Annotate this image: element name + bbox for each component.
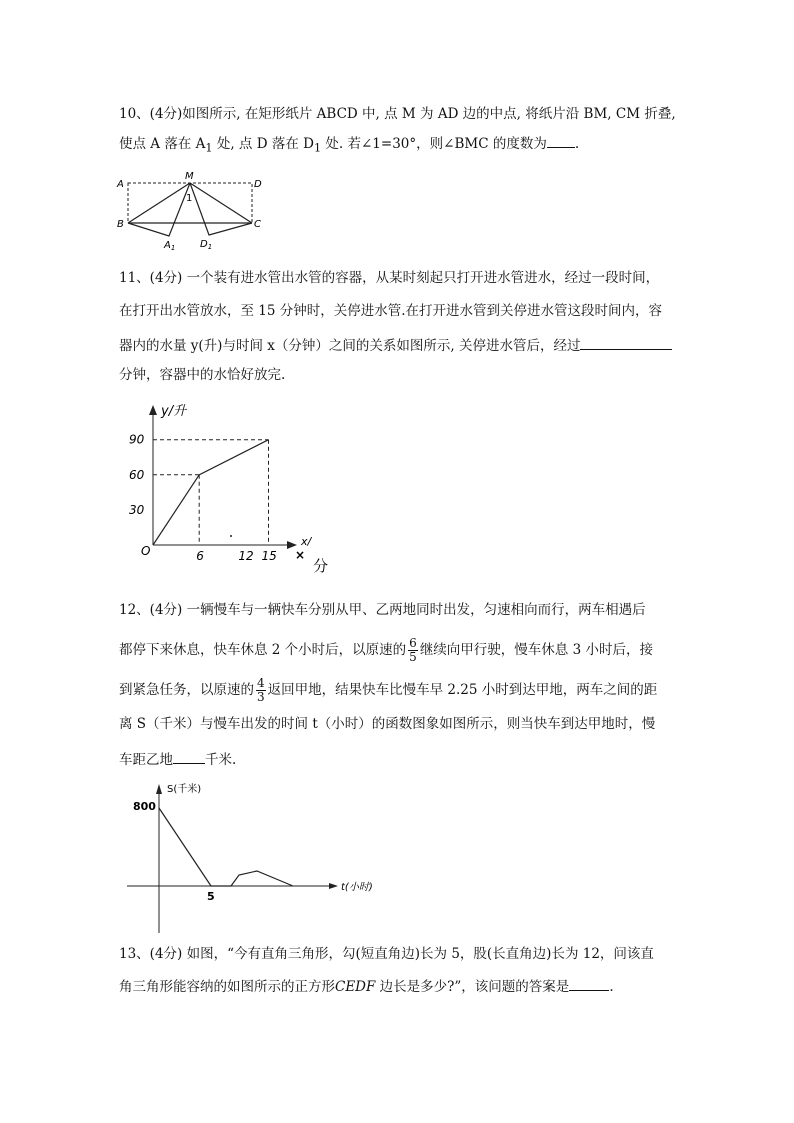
y-axis-arrow [149,405,157,415]
q12-chart [125,778,395,936]
q10-sub: 1 [205,141,213,155]
answer-blank [580,335,672,350]
fraction-4-3 [256,677,266,704]
q10-sub: 1 [313,141,322,155]
y-value-800: 800 [133,800,156,813]
q11-line-1: 11、(4分) 一个装有进水管出水管的容器，从某时刻起只打开进水管进水，经过一段时间， [119,270,660,286]
fraction-6-5 [408,637,418,664]
q10-text: . [574,136,580,152]
q10-figure [114,168,274,254]
q11-line-2: 在打开出水管放水，至 15 分钟时，关停进水管.在打开进水管到关停进水管这段时间内，容 [119,303,663,319]
segment-cm [190,183,252,223]
q12-line-2 [119,637,653,664]
fraction-denominator: 5 [409,650,417,664]
y-tick-label: 90 [129,432,145,447]
q12-text: 继续向甲行驶，慢车休息 3 小时后，接 [419,642,653,658]
q11-line-4: 分钟，容器中的水恰好放完. [119,367,286,383]
label-angle-1: 1 [186,193,193,204]
answer-blank [173,749,205,764]
fraction-numerator: 6 [409,636,417,650]
y-axis-label: y/升 [161,404,187,419]
x-axis-unit: 分 [313,557,329,575]
q11-chart [125,395,340,580]
fraction-numerator: 4 [257,676,265,690]
q12-text: 车距乙地 [119,752,173,768]
q13-text: 角三角形能容纳的如图所示的正方形 [119,979,335,995]
distance-curve [159,808,293,886]
fraction-denominator: 3 [257,690,265,704]
q10-text: 处, 点 D 落在 D [212,136,314,152]
label-a: A [117,179,124,190]
x-tick-label: 12 [238,549,254,563]
x-tick-5: 5 [207,890,215,903]
answer-blank [569,976,609,991]
q13-line-2 [119,976,614,997]
stray-dot [230,535,232,537]
q12-line-4: 离 S（千米）与慢车出发的时间 t（小时）的函数图象如图所示，则当快车到达甲地时，慢 [119,716,656,732]
q10-line-2 [119,133,579,159]
label-b: B [117,219,124,230]
q12-line-5 [119,749,236,770]
y-axis-arrow [156,784,162,794]
q11-text: 器内的水量 y(升)与时间 x（分钟）之间的关系如图所示, 关停进水管后，经过 [119,338,581,354]
q11-line-3 [119,335,672,356]
y-axis-label: S(千米) [167,784,202,795]
x-axis-mark: × [295,548,306,562]
q12-line-3 [119,677,657,704]
q10-line-1: 10、(4分)如图所示, 在矩形纸片 ABCD 中, 点 M 为 AD 边的中点, 将纸片沿 BM, CM 折叠, [119,106,676,122]
q12-text: 返回甲地，结果快车比慢车早 2.25 小时到达甲地，两车之间的距 [267,682,658,698]
x-axis-label: t(小时) [341,882,373,893]
q13-line-1: 13、(4分) 如图，“今有直角三角形，勾(短直角边)长为 5，股(长直角边)长为 12，问该直 [119,946,654,962]
label-a1: $A_1$ [164,240,176,252]
x-axis-label: x/ [301,535,312,548]
triangle-cd1m [190,183,252,235]
q13-text: 边长是多少?”，该问题的答案是 [375,979,570,995]
label-m: M [185,171,194,182]
x-tick-label: 15 [261,549,277,563]
x-tick-label: 6 [196,549,204,563]
q10-text: 使点 A 落在 A [119,136,206,152]
answer-blank [547,133,575,148]
y-tick-label: 30 [129,502,145,517]
q10-text: 处. 若∠1=30°，则∠BMC 的度数为 [321,136,547,152]
label-d1: $D_1$ [200,239,213,251]
x-axis-arrow [329,883,338,889]
q12-text: 都停下来休息，快车休息 2 个小时后，以原速的 [119,642,407,658]
origin-label: O [141,544,151,558]
label-d: D [254,179,262,190]
q13-text: . [609,979,614,995]
series-line [153,440,269,545]
segment-bm [128,183,193,223]
q12-text: 千米. [205,752,237,768]
y-tick-label: 60 [129,467,145,482]
square-name: CEDF [335,979,376,995]
label-c: C [254,219,261,230]
q12-line-1: 12、(4分) 一辆慢车与一辆快车分别从甲、乙两地同时出发，匀速相向而行，两车相遇后 [119,602,646,618]
q12-text: 到紧急任务，以原速的 [119,682,254,698]
triangle-ba1m [128,183,193,236]
